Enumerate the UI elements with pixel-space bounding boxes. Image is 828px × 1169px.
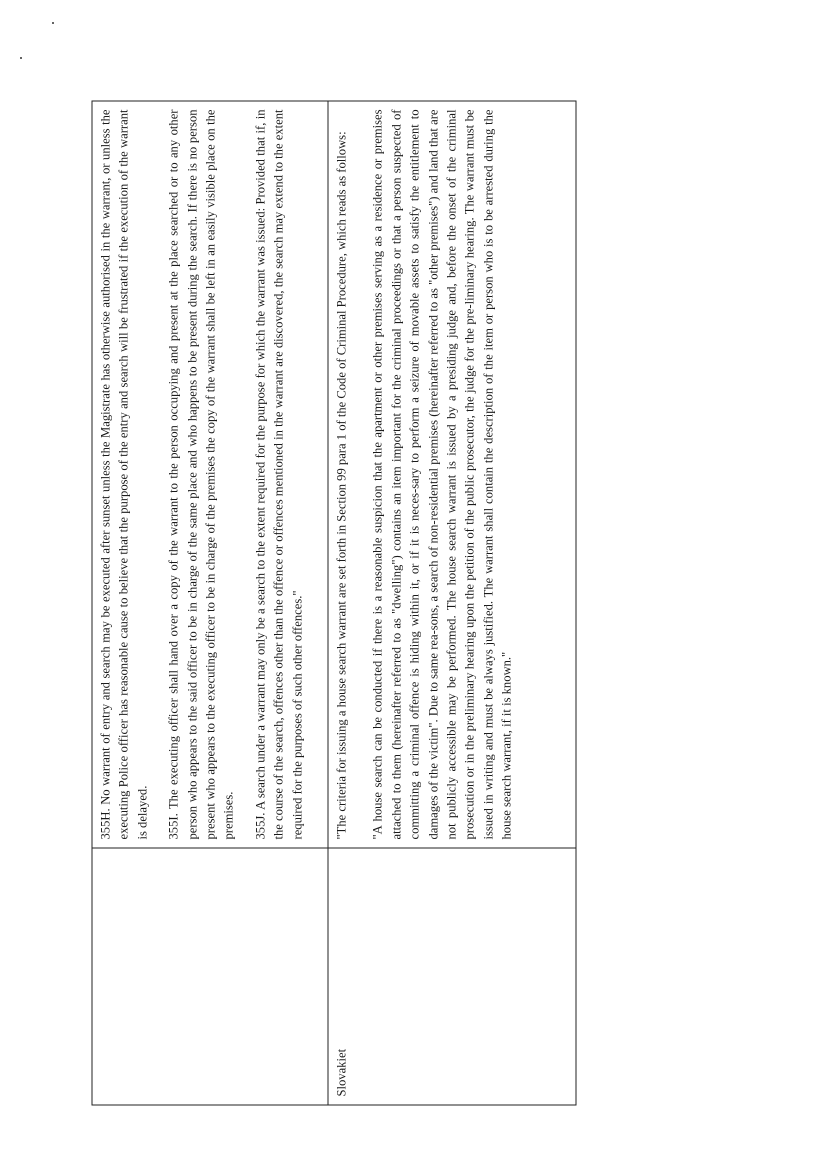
provision-paragraph: 355H. No warrant of entry and search may be executed after sunset unless the Magistrate has otherwise authorised in the warrant, or unless the executing Police officer has reasonable cause to believe that the purpose of the entry and search will be frustrated if the execution of the warrant is delayed. bbox=[98, 109, 149, 839]
country-cell bbox=[92, 848, 328, 1105]
country-cell bbox=[328, 848, 576, 1105]
provision-paragraph: "The criteria for issuing a house search warrant are set forth in Section 99 para 1 of the Code of Criminal Procedure, which reads as follows: bbox=[334, 130, 348, 839]
provision-paragraph: 355J. A search under a warrant may only be a search to the extent required for the purpose for which the warrant was issued: Provided that if, in the course of the search, offences other than the offence or offences mentioned in the warrant are discovered, the search may extend to the extent required for the purposes of such other offences." bbox=[252, 109, 304, 839]
provision-paragraph: 355I. The executing officer shall hand over a copy of the warrant to the person occupying and present at the place searched or to any other person who appears to the said officer to be in charge of the same place and who happens to be present during the search. If there is no person present who appears to the executing officer to be in charge of the premises the copy of the warrant shall be left in an easily visible place on the premises. bbox=[166, 109, 236, 839]
country-label: Slovakiet bbox=[334, 1048, 348, 1096]
rotated-document-page bbox=[91, 100, 575, 1105]
scan-speck bbox=[20, 57, 22, 59]
table-row bbox=[92, 101, 328, 1105]
scan-speck bbox=[52, 22, 54, 24]
table-row bbox=[328, 101, 576, 1105]
provision-paragraph: "A house search can be conducted if there is a reasonable suspicion that the apartment or other premises serving as a residence or premises attached to them (hereinafter referred to as "dwelling") contains an item important for the criminal proceedings or that a person suspected of committing a criminal offence is hiding within it, or if it is neces-sary to perform a seizure of movable assets to satisfy the entitlement to damages of the victim". Due to same rea-sons, a search of non-residential premises (hereinafter referred to as "other premises") and land that are not publicly accessible may be performed. The house search warrant is issued by a presiding judge and, before the onset of the criminal prosecution or in the preliminary hearing upon the petition of the public prosecutor, the judge for the pre-liminary hearing. The warrant must be issued in writing and must be always justified. The warrant shall contain the description of the item or person who is to be arrested during the house search warrant, if it is known." bbox=[370, 109, 514, 839]
legal-comparison-table bbox=[91, 100, 576, 1105]
provision-cell bbox=[328, 101, 576, 848]
provision-cell bbox=[92, 101, 328, 848]
